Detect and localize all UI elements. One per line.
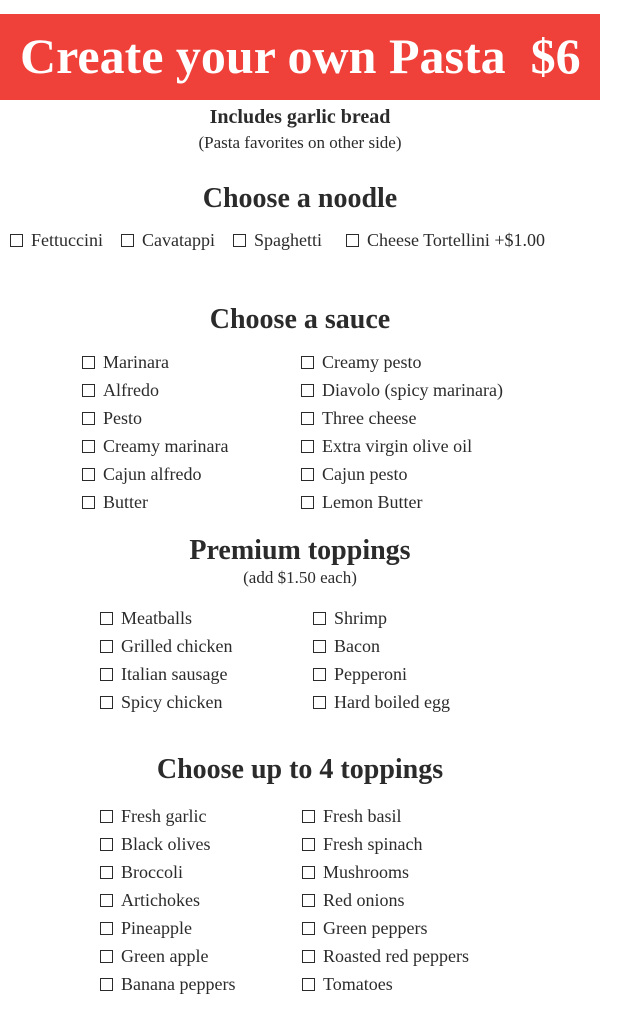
checkbox-icon[interactable] [313, 612, 326, 625]
premium-option-label: Grilled chicken [121, 636, 233, 656]
topping-option[interactable] [302, 858, 469, 886]
sauce-option-label: Alfredo [103, 380, 159, 400]
checkbox-icon[interactable] [302, 950, 315, 963]
topping-option[interactable] [302, 830, 469, 858]
checkbox-icon[interactable] [82, 412, 95, 425]
topping-option[interactable] [302, 914, 469, 942]
checkbox-icon[interactable] [301, 468, 314, 481]
premium-option-label: Spicy chicken [121, 692, 223, 712]
topping-option-label: Black olives [121, 834, 211, 854]
checkbox-icon[interactable] [100, 612, 113, 625]
sauce-option[interactable] [301, 404, 503, 432]
premium-option[interactable] [100, 604, 232, 632]
sauce-option-label: Pesto [103, 408, 143, 428]
premium-option-label: Bacon [334, 636, 380, 656]
noodle-option[interactable] [346, 230, 545, 250]
topping-option[interactable] [100, 858, 235, 886]
topping-option[interactable] [100, 830, 235, 858]
noodle-option-label: Cavatappi [141, 230, 215, 250]
topping-option[interactable] [100, 802, 235, 830]
premium-option-label: Pepperoni [334, 664, 407, 684]
checkbox-icon[interactable] [313, 696, 326, 709]
title-banner [0, 14, 600, 100]
sauce-option[interactable] [82, 404, 228, 432]
topping-option-label: Roasted red peppers [323, 946, 469, 966]
toppings-right-column [302, 802, 469, 998]
topping-option-label: Fresh garlic [121, 806, 207, 826]
topping-option-label: Pineapple [121, 918, 192, 938]
sauce-option[interactable] [301, 460, 503, 488]
checkbox-icon[interactable] [301, 496, 314, 509]
topping-option-label: Red onions [323, 890, 405, 910]
checkbox-icon[interactable] [100, 696, 113, 709]
sauce-option[interactable] [82, 348, 228, 376]
topping-option[interactable] [100, 970, 235, 998]
checkbox-icon[interactable] [100, 810, 113, 823]
premium-option-label: Hard boiled egg [334, 692, 450, 712]
checkbox-icon[interactable] [301, 356, 314, 369]
sauce-left-column [82, 348, 228, 516]
checkbox-icon[interactable] [100, 950, 113, 963]
topping-option[interactable] [100, 942, 235, 970]
checkbox-icon[interactable] [121, 234, 134, 247]
sauce-option-label: Three cheese [322, 408, 417, 428]
premium-option-label: Shrimp [334, 608, 388, 628]
checkbox-icon[interactable] [301, 412, 314, 425]
sauce-option-label: Diavolo (spicy marinara) [322, 380, 503, 400]
topping-option-label: Green peppers [323, 918, 428, 938]
sauce-option[interactable] [301, 488, 503, 516]
premium-option[interactable] [313, 688, 450, 716]
sauce-option[interactable] [301, 348, 503, 376]
premium-option[interactable] [100, 688, 232, 716]
sauce-option-label: Creamy marinara [103, 436, 229, 456]
noodle-options [10, 228, 610, 252]
topping-option-label: Artichokes [121, 890, 200, 910]
checkbox-icon[interactable] [100, 922, 113, 935]
checkbox-icon[interactable] [82, 356, 95, 369]
checkbox-icon[interactable] [346, 234, 359, 247]
premium-section-title: Premium toppings [189, 535, 411, 566]
noodle-option-label: Fettuccini [31, 230, 103, 250]
checkbox-icon[interactable] [313, 640, 326, 653]
premium-option-label: Italian sausage [121, 664, 228, 684]
premium-option[interactable] [313, 604, 450, 632]
premium-left-column [100, 604, 232, 716]
sauce-option-label: Lemon Butter [322, 492, 423, 512]
sauce-option-label: Creamy pesto [322, 352, 422, 372]
topping-option[interactable] [302, 942, 469, 970]
topping-option-label: Green apple [121, 946, 209, 966]
premium-option[interactable] [313, 660, 450, 688]
toppings-left-column [100, 802, 235, 998]
checkbox-icon[interactable] [302, 978, 315, 991]
premium-option-label: Meatballs [121, 608, 192, 628]
checkbox-icon[interactable] [302, 894, 315, 907]
topping-option-label: Tomatoes [323, 974, 393, 994]
checkbox-icon[interactable] [100, 838, 113, 851]
checkbox-icon[interactable] [302, 922, 315, 935]
checkbox-icon[interactable] [302, 866, 315, 879]
sauce-option-label: Cajun pesto [322, 464, 408, 484]
topping-option-label: Broccoli [121, 862, 183, 882]
sauce-option-label: Marinara [103, 352, 169, 372]
premium-right-column [313, 604, 450, 716]
sauce-option[interactable] [301, 376, 503, 404]
checkbox-icon[interactable] [100, 640, 113, 653]
topping-option[interactable] [302, 970, 469, 998]
checkbox-icon[interactable] [100, 866, 113, 879]
sauce-option-label: Extra virgin olive oil [322, 436, 473, 456]
checkbox-icon[interactable] [301, 440, 314, 453]
topping-option-label: Banana peppers [121, 974, 236, 994]
checkbox-icon[interactable] [233, 234, 246, 247]
checkbox-icon[interactable] [82, 440, 95, 453]
premium-option[interactable] [100, 660, 232, 688]
subtitle: Includes garlic bread [209, 106, 391, 128]
noodle-option-label: Spaghetti [253, 230, 322, 250]
checkbox-icon[interactable] [82, 384, 95, 397]
sauce-option-label: Butter [103, 492, 148, 512]
sauce-section-title: Choose a sauce [209, 304, 391, 335]
noodle-option[interactable] [233, 230, 322, 250]
noodle-section-title: Choose a noodle [202, 183, 398, 214]
sauce-option[interactable] [82, 432, 228, 460]
subtitle-note: (Pasta favorites on other side) [198, 133, 402, 152]
topping-option-label: Mushrooms [323, 862, 410, 882]
checkbox-icon[interactable] [100, 668, 113, 681]
topping-option-label: Fresh spinach [323, 834, 423, 854]
sauce-option[interactable] [82, 376, 228, 404]
topping-option[interactable] [100, 914, 235, 942]
topping-option[interactable] [302, 802, 469, 830]
premium-option[interactable] [100, 632, 232, 660]
sauce-option[interactable] [82, 460, 228, 488]
sauce-option-label: Cajun alfredo [103, 464, 202, 484]
checkbox-icon[interactable] [82, 496, 95, 509]
topping-option[interactable] [302, 886, 469, 914]
checkbox-icon[interactable] [100, 894, 113, 907]
checkbox-icon[interactable] [10, 234, 23, 247]
premium-option[interactable] [313, 632, 450, 660]
topping-option[interactable] [100, 886, 235, 914]
checkbox-icon[interactable] [301, 384, 314, 397]
noodle-option[interactable] [10, 230, 103, 250]
checkbox-icon[interactable] [82, 468, 95, 481]
sauce-option[interactable] [301, 432, 503, 460]
premium-price-note: (add $1.50 each) [243, 568, 357, 587]
checkbox-icon[interactable] [313, 668, 326, 681]
noodle-option-label: Cheese Tortellini +$1.00 [366, 230, 545, 250]
sauce-option[interactable] [82, 488, 228, 516]
checkbox-icon[interactable] [302, 810, 315, 823]
checkbox-icon[interactable] [100, 978, 113, 991]
checkbox-icon[interactable] [302, 838, 315, 851]
noodle-option[interactable] [121, 230, 215, 250]
sauce-right-column [301, 348, 503, 516]
toppings-section-title: Choose up to 4 toppings [156, 754, 444, 785]
topping-option-label: Fresh basil [323, 806, 402, 826]
page-title: Create your own Pasta $6 [20, 28, 581, 84]
